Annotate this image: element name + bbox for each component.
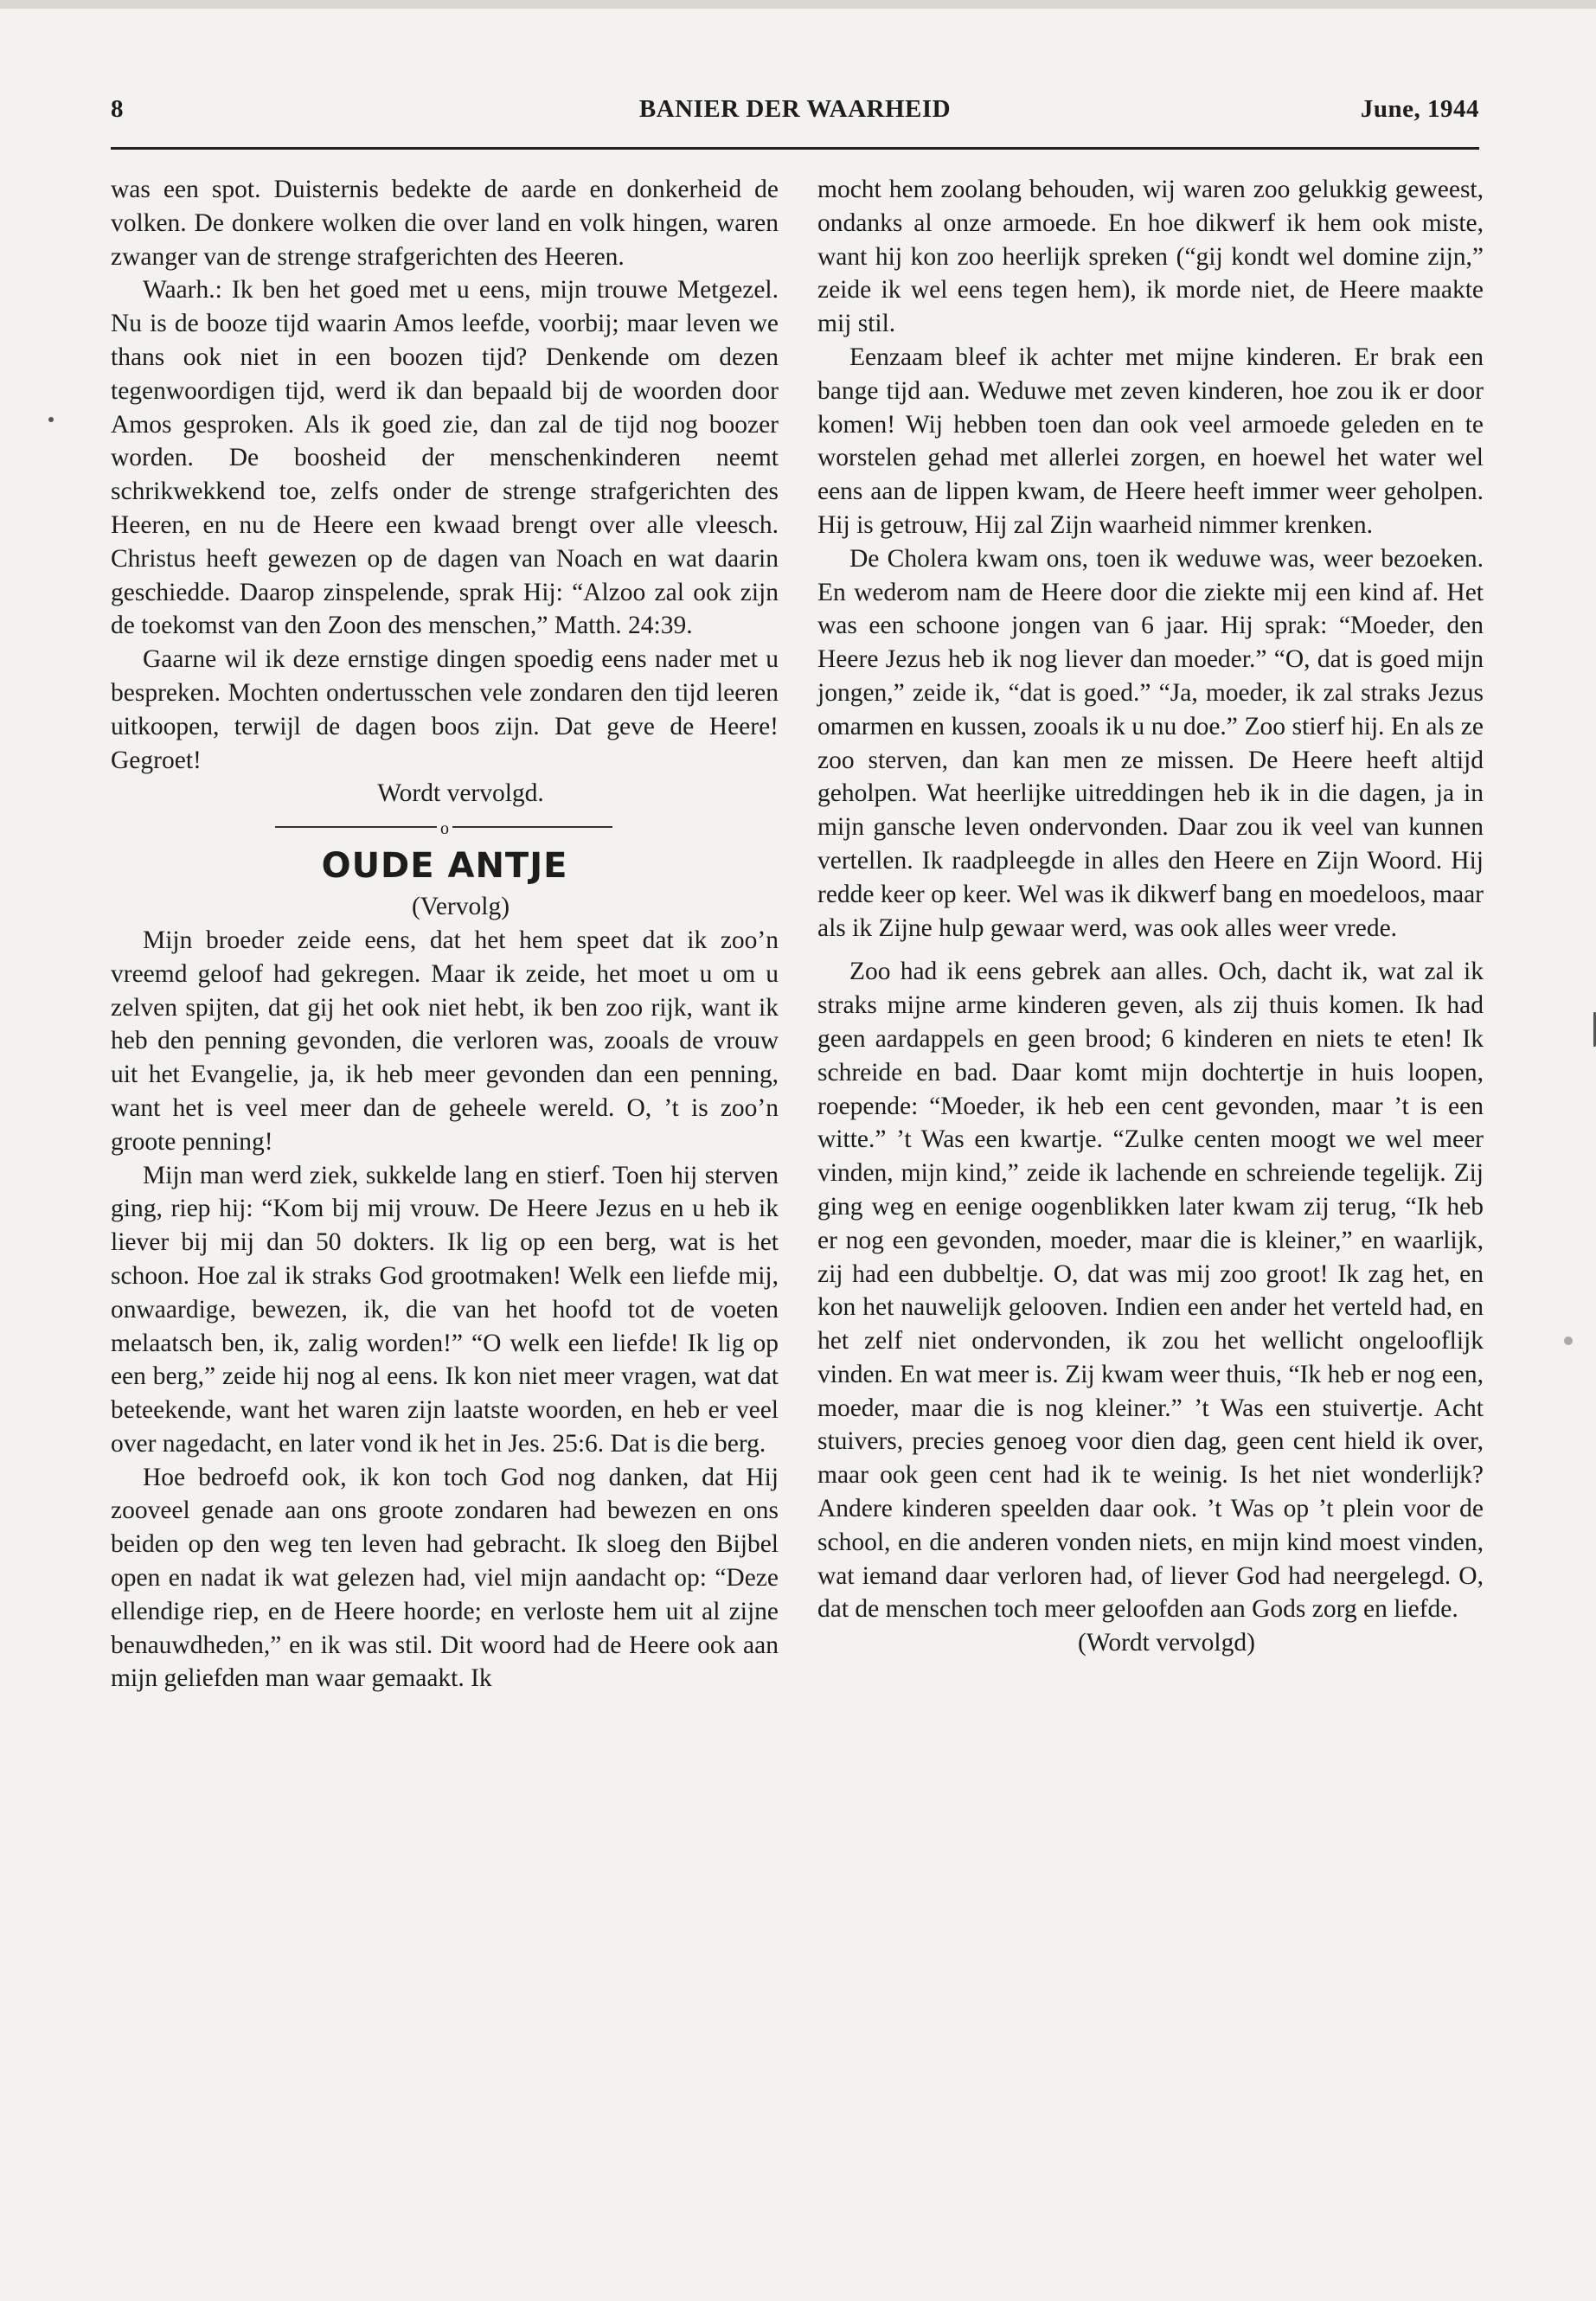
scan-edge xyxy=(0,0,1596,9)
paragraph: Mijn broeder zeide eens, dat het hem speet dat ik zoo’n vreemd geloof had gekregen. Maar ik zeide, het moet u om u zelven spijten, dat gij het ook niet hebt, ik ben zoo rijk, want ik heb den penning gevonden, die verloren was, zooals de vrouw uit het Evangelie, ja, ik heb meer gevonden dan een penning, want het is veel meer dan de geheele wereld. O, ’t is zoo’n groote penning! xyxy=(111,926,779,1156)
paragraph: De Cholera kwam ons, toen ik weduwe was, weer bezoeken. En wederom nam de Heere door die ziekte mij een kind af. Het was een schoone jongen van 6 jaar. Hij sprak: “Moeder, den Heere Jezus heb ik nog liever dan moeder.” “O, dat is goed mijn jongen,” zeide ik, “dat is goed.” “Ja, moeder, ik zal straks Jezus omarmen en kussen, zooals ik u nu doe.” Zoo stierf hij. En als ze zoo sterven, dan kan men ze missen. De Heere heeft altijd geholpen. Wat heerlijke uitreddingen heb ik in die dagen, ja in mijn gansche leven ondervonden. Daar zou ik veel van kunnen vertellen. Ik raadpleegde in alles den Heere en Zijn Woord. Hij redde keer op keer. Wel was ik dikwerf bang en moedeloos, maar als ik Zijne hulp gewaar werd, was ook alles weer vrede. xyxy=(817,544,1484,942)
paragraph: Hoe bedroefd ook, ik kon toch God nog danken, dat Hij zooveel genade aan ons groote zondaren had bewezen en ons beiden op den weg ten leven had gebracht. Ik sloeg den Bijbel open en nadat ik wat gelezen had, viel mijn aandacht op: “Deze ellendige riep, en de Heere hoorde; en verloste hem uit al zijne benauwdheden,” en ik was stil. Dit woord had de Heere ook aan mijn geliefden man waar gemaakt. Ik xyxy=(111,1463,779,1693)
issue-date: June, 1944 xyxy=(1360,95,1479,123)
divider-mark: o xyxy=(437,819,452,838)
left-column xyxy=(111,173,779,1695)
page-number: 8 xyxy=(111,95,124,123)
paragraph: was een spot. Duisternis bedekte de aarde en donkerheid de volken. De donkere wolken die over land en volk hingen, waren zwanger van de strenge strafgerichten des Heeren. xyxy=(111,176,779,271)
section-divider xyxy=(111,811,779,842)
publication-title: BANIER DER WAARHEID xyxy=(638,95,952,123)
paragraph: Waarh.: Ik ben het goed met u eens, mijn trouwe Metgezel. Nu is de booze tijd waarin Amos leefde, voorbij; maar leven we thans ook niet in een boozen tijd? Denkende om dezen tegenwoordigen tijd, werd ik dan bepaald bij de woorden door Amos gesproken. Als ik goed zie, dan zal de tijd nog boozer worden. De boosheid der menschenkinderen neemt schrikwekkend toe, zelfs onder de strenge strafgerichten des Heeren, en nu de Heere een kwaad brengt over alle vleesch. Christus heeft gewezen op de dagen van Noach en wat daarin geschiedde. Daarop zinspelende, sprak Hij: “Alzoo zal ook zijn de toekomst van den Zoon des menschen,” Matth. 24:39. xyxy=(111,276,779,640)
scan-speck xyxy=(1564,1336,1573,1345)
paragraph: mocht hem zoolang behouden, wij waren zoo gelukkig geweest, ondanks al onze armoede. En hoe dikwerf ik hem ook miste, want hij kon zoo heerlijk spreken (“gij kondt wel domine zijn,” zeide ik wel eens tegen hem), ik morde niet, de Heere maakte mij stil. xyxy=(817,176,1484,338)
article-title: OUDE ANTJE xyxy=(321,846,568,887)
scan-speck xyxy=(48,417,54,422)
paragraph: Gaarne wil ik deze ernstige dingen spoedig eens nader met u bespreken. Mochten ondertusschen vele zondaren den tijd leeren uitkoopen, terwijl de dagen boos zijn. Dat geve de Heere! Gegroet! xyxy=(111,645,779,774)
continued-note: Wordt vervolgd. xyxy=(377,779,544,808)
continued-note: (Wordt vervolgd) xyxy=(1078,1629,1255,1657)
paragraph: Zoo had ik eens gebrek aan alles. Och, dacht ik, wat zal ik straks mijne arme kinderen geven, als zij thuis komen. Ik had geen aardappels en geen brood; 6 kinderen en niets te eten! Ik schreide en bad. Daar komt mijn dochtertje in huis loopen, roepende: “Moeder, ik heb een cent gevonden, maar ’t is een witte.” ’t Was een kwartje. “Zulke centen moogt we wel meer vinden, mijn kind,” zeide ik lachende en schreiende tegelijk. Zij ging weg en eenige oogenblikken later kwam zij terug, “Ik heb er nog een gevonden, moeder, maar die is kleiner,” en waarlijk, zij had een dubbeltje. O, dat was mij zoo groot! Ik zag het, en kon het nauwelijk gelooven. Indien een ander het verteld had, en het zelf niet ondervonden, ik zou het wellicht ongelooflijk vinden. En wat meer is. Zij kwam weer thuis, “Ik heb er nog een, moeder, maar die is nog kleiner.” ’t Was een stuivertje. Acht stuivers, precies genoeg voor dien dag, geen cent hield ik over, maar ook geen cent had ik te weinig. Is het niet wonderlijk? Andere kinderen speelden daar ook. ’t Was op ’t plein voor de school, en die anderen vonden niets, en mijn kind moest vinden, wat iemand daar verloren had, of liever God had neergelegd. O, dat de menschen toch meer geloofden aan Gods zorg en liefde. xyxy=(817,958,1484,1624)
paragraph: Mijn man werd ziek, sukkelde lang en stierf. Toen hij sterven ging, riep hij: “Kom bij mij vrouw. De Heere Jezus en u heb ik liever bij mij dan 50 dokters. Ik lig op een berg, wat is het schoon. Hoe zal ik straks God grootmaken! Welk een liefde mij, onwaardige, bewezen, ik, die van het hoofd tot de voeten melaatsch ben, ik, zalig worden!” “O welk een liefde! Ik lig op een berg,” zeide hij nog al eens. Ik kon niet meer vragen, wat dat beteekende, want het waren zijn laatste woorden, en heb er veel over nagedacht, en later vond ik het in Jes. 25:6. Dat is die berg. xyxy=(111,1161,779,1458)
page-header xyxy=(111,95,1479,138)
header-rule xyxy=(111,147,1479,150)
right-column xyxy=(817,173,1484,1660)
paragraph: Eenzaam bleef ik achter met mijne kinderen. Er brak een bange tijd aan. Weduwe met zeven kinderen, hoe zou ik er door komen! Wij hebben toen dan ook veel armoede geleden en te worstelen gehad met allerlei zorgen, en hoewel het water wel eens aan de lippen kwam, de Heere heeft immer weer geholpen. Hij is getrouw, Hij zal Zijn waarheid nimmer krenken. xyxy=(817,343,1484,539)
article-subtitle: (Vervolg) xyxy=(411,893,510,921)
